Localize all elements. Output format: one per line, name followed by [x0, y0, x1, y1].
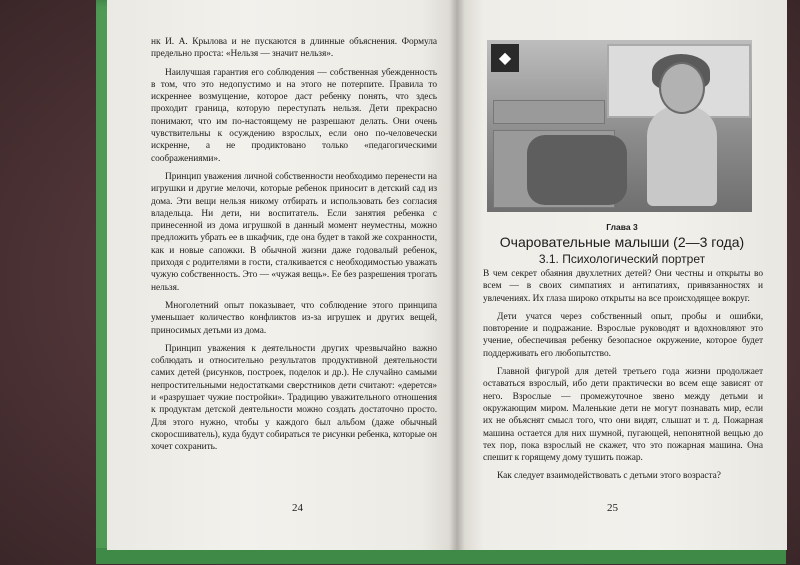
photo-shelf — [493, 100, 605, 124]
chapter-title: Очаровательные малыши (2—3 года) — [499, 234, 745, 250]
paragraph: Принцип уважения к деятельности других чрезвычайно важно соблюдать и относительно результатов продуктивной деятельности самих детей (рисунков, построек, поделок и др.). Не случайно самыми непростительными недостатками сверстников дети считают: «дерется» и «разрушает чужие постройки». Традицию уважительного отношения к продуктам детской деятельности можно создать достаточно просто. Для этого нужно, чтобы у каждого был альбом (даже обычный скоросшиватель), куда будут собираться те рисунки ребенка, которые он хочет сохранить. — [151, 343, 437, 453]
section-title: 3.1. Психологический портрет — [538, 252, 706, 266]
photo-child-body — [647, 106, 717, 206]
photo-toys — [527, 135, 627, 205]
paragraph: Многолетний опыт показывает, что соблюдение этого принципа уменьшает количество конфликтов из-за игрушек и других вещей, приносимых детьми из дома. — [151, 300, 437, 336]
paragraph: Принцип уважения личной собственности необходимо перенести на игрушки и другие мелочи, которые ребенок приносит в детский сад из дома. Эти вещи нельзя никому отбирать и использовать без согласия владельца. Ни дети, ни воспитатель. Если занятия ребенка с принесенной из дома игрушкой в данный момент неуместны, можно предложить убрать ее в шкафчик, где она будет в такой же сохранности, как и новые сапожки. В обычной жизни даже годовалый ребенок, приходя с родителями в гости, сталкивается с необходимостью уважать чужую собственность. Это — «чужая вещь». Ее без разрешения трогать нельзя. — [151, 171, 437, 293]
page-number: 24 — [292, 502, 303, 514]
chapter-label: Глава 3 — [606, 222, 638, 232]
paragraph: Наилучшая гарантия его соблюдения — собственная убежденность в том, что это недопустимо и на этого не потерпите. Правила то искреннее возмущение, которое даст ребенку понять, что здесь проходит граница, которую переступать нельзя. Дети прекрасно понимают, что им по-настоящему не разрешают делать. Они очень чувствительны к осуждению взрослых, если оно по-человечески искренне, а не продиктовано только «педагогическими соображениями». — [151, 67, 437, 164]
paragraph: В чем секрет обаяния двухлетних детей? Они честны и открыты во всем — в своих симпатиях и антипатиях, привязанностях и увлечениях. Их глаза широко открыты на все происходящее вокруг. — [483, 269, 763, 304]
right-page — [457, 0, 787, 550]
child-photo — [487, 40, 752, 212]
right-page-text — [483, 268, 763, 489]
page-number: 25 — [607, 502, 618, 514]
left-page-text — [151, 36, 437, 454]
left-page — [107, 0, 457, 550]
photo-child-face — [659, 62, 705, 114]
paragraph: Главной фигурой для детей третьего года жизни продолжает оставаться взрослый, ибо дети практически во всем еще зависят от него. Взрослые — промежуточное звено между детьми и окружающим миром. Маленькие дети не могут познавать мир, если их не объяснят смысл того, что они видят, слышат и т. д. Пожарная машина остается для них шумной, пугающей, непонятной вещью до тех пор, пока взрослый не скажет, что это пожарная машина. Она спешит к горящему дому тушить пожар. — [483, 367, 763, 464]
paragraph: Дети учатся через собственный опыт, пробы и ошибки, повторение и подражание. Взрослые руководят и вдохновляют это учение, обеспечивая ребенку безопасное окружение, которое будет поддерживать его любопытство. — [483, 311, 763, 359]
book-cover-edge — [96, 548, 786, 564]
book-logo-icon: ◆ — [491, 44, 519, 72]
paragraph: Как следует взаимодействовать с детьми этого возраста? — [497, 471, 721, 482]
book-gutter — [449, 0, 465, 550]
paragraph: нк И. А. Крылова и не пускаются в длинные объяснения. Формула предельно проста: «Нельзя — значит нельзя». — [151, 37, 437, 60]
